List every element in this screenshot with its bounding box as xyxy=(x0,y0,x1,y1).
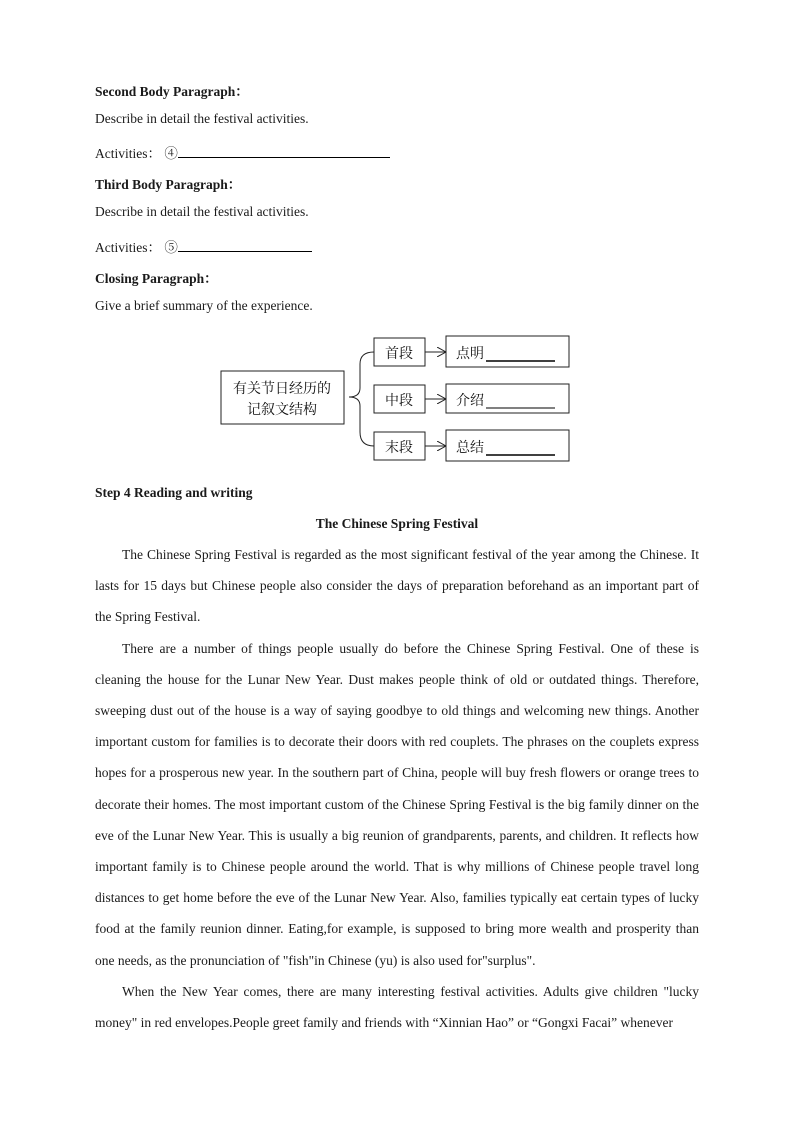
task-label-last: 总结 xyxy=(456,440,484,456)
root-text-line1: 有关节日经历的 xyxy=(233,381,331,397)
task-label-first: 点明 xyxy=(456,346,484,362)
blank-number-4: ④ xyxy=(164,146,178,161)
article-paragraph-2: There are a number of things people usually do before the Chinese Spring Festival. One of these is cleaning the house for the Lunar New Year. Dust makes people think of old or outdated things. Therefore, sweeping dust out of the house is a way of saying goodbye to old things and welcoming new things. Another important custom for families is to decorate their doors with red couplets. The phrases on the couplets express hopes for a prosperous new year. In the southern part of China, people will buy fresh flowers or orange trees to decorate their homes. The most important custom of the Chinese Spring Festival is the big family dinner on the eve of the Lunar New Year. This is usually a big reunion of grandparents, parents, and children. It reflects how important family is to Chinese people around the world. That is why millions of Chinese people travel long distances to get home before the eve of the Lunar New Year. Also, families typically eat certain types of lucky food at the family reunion dinner. Eating,for example, is supposed to bring more wealth and prosperity than one needs, as the pronunciation of "fish"in Chinese (yu) is also used for"surplus". xyxy=(95,640,699,968)
third-activities-row xyxy=(95,236,312,256)
answer-blank-5[interactable] xyxy=(178,239,312,252)
second-activities-row xyxy=(95,142,390,162)
answer-blank-4[interactable] xyxy=(178,145,390,158)
article-paragraph-3: When the New Year comes, there are many interesting festival activities. Adults give children "lucky money" in red envelopes.People greet family and friends with “Xinnian Hao” or “Gongxi Facai” whenever xyxy=(95,983,699,1031)
third-body-heading: Third Body Paragraph： xyxy=(95,177,242,192)
article-paragraph-1: The Chinese Spring Festival is regarded as the most significant festival of the year among the Chinese. It lasts for 15 days but Chinese people also consider the days of preparation beforehand as an important part of the Spring Festival. xyxy=(95,547,699,625)
step-heading: Step 4 Reading and writing xyxy=(95,485,253,500)
activities-label: Activities： xyxy=(95,240,161,255)
section-label-first: 首段 xyxy=(385,346,413,362)
section-label-last: 末段 xyxy=(385,440,413,456)
closing-heading: Closing Paragraph： xyxy=(95,271,218,286)
article-title: The Chinese Spring Festival xyxy=(315,516,479,531)
structure-diagram xyxy=(0,330,794,470)
task-label-middle: 介绍 xyxy=(456,393,484,409)
brace xyxy=(349,352,374,446)
third-body-desc: Describe in detail the festival activities. xyxy=(95,204,309,219)
section-label-middle: 中段 xyxy=(385,393,413,409)
blank-number-5: ⑤ xyxy=(164,240,178,255)
closing-desc: Give a brief summary of the experience. xyxy=(95,298,313,313)
second-body-heading: Second Body Paragraph： xyxy=(95,84,249,99)
second-body-desc: Describe in detail the festival activities. xyxy=(95,111,309,126)
article-body xyxy=(95,539,699,1038)
root-text-line2: 记叙文结构 xyxy=(247,402,317,418)
activities-label: Activities： xyxy=(95,146,161,161)
